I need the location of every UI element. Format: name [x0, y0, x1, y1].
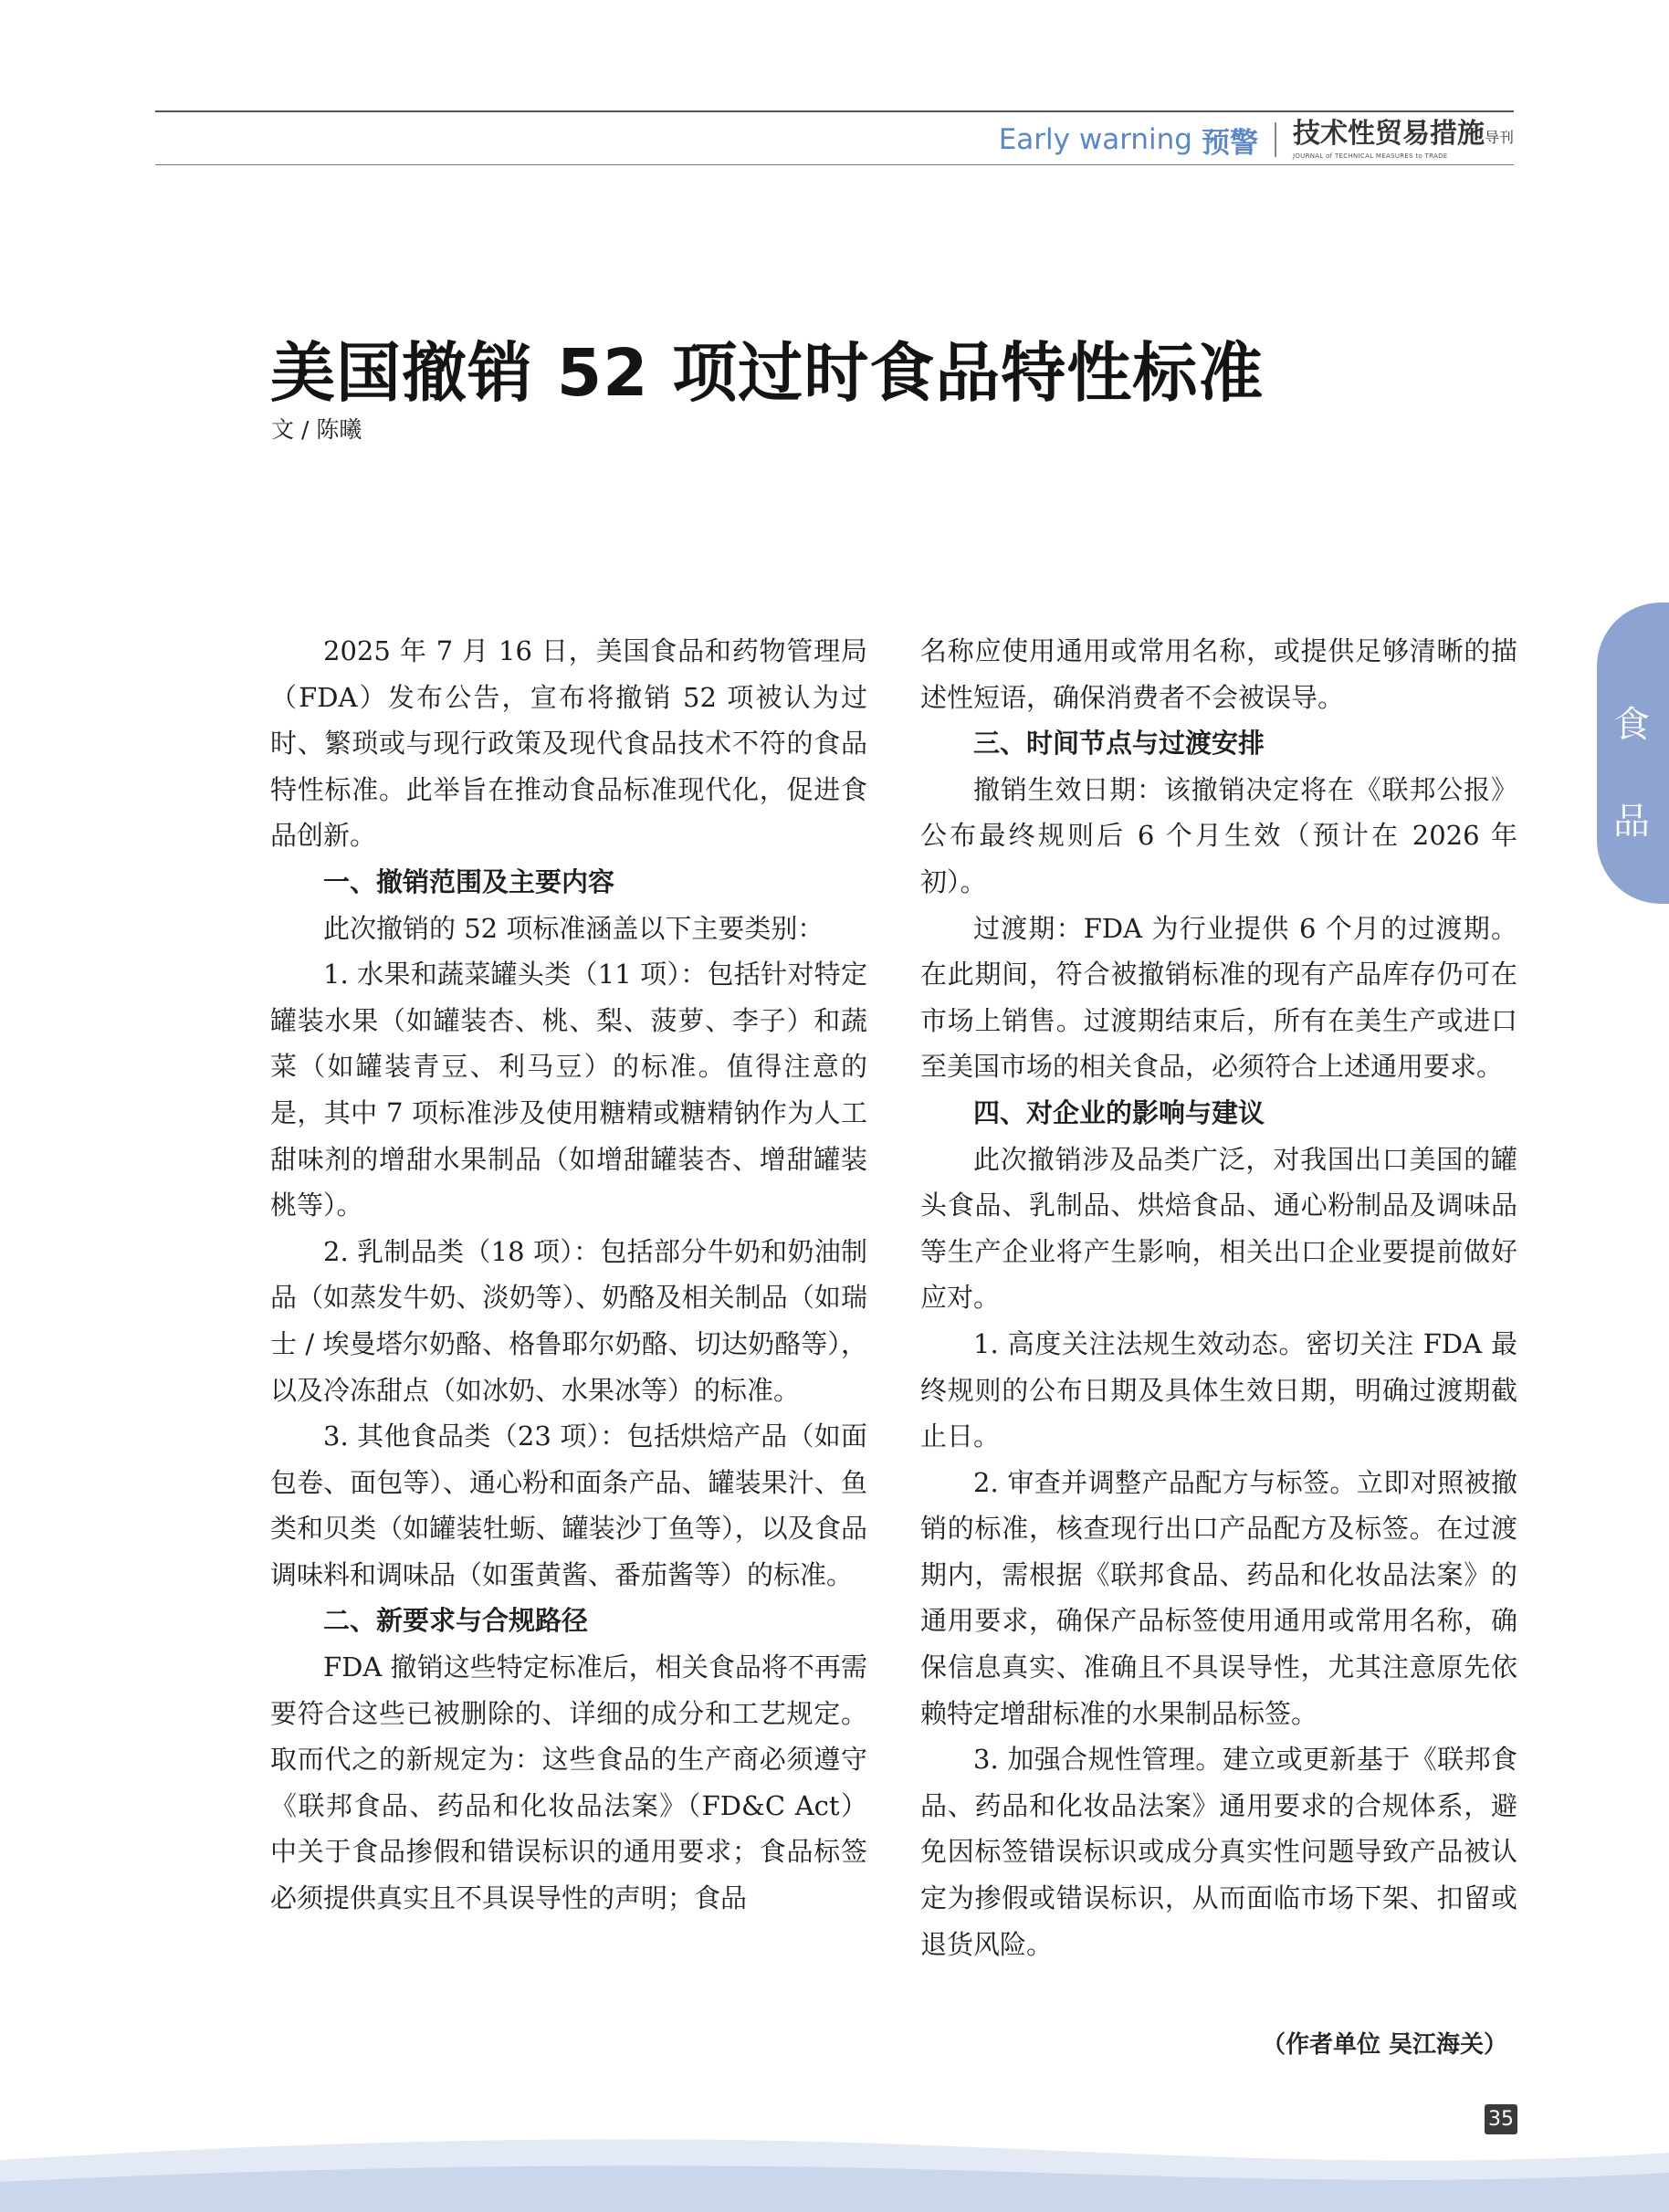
body-paragraph: FDA 撤销这些特定标准后，相关食品将不再需要符合这些已被删除的、详细的成分和工艺规定。取而代之的新规定为：这些食品的生产商必须遵守《联邦食品、药品和化妆品法案》（FD&C Act）中关于食品掺假和错误标识的通用要求；食品标签必须提供真实且不具误导性的声明；食品: [270, 1651, 867, 1914]
body-paragraph: 撤销生效日期：该撤销决定将在《联邦公报》公布最终规则后 6 个月生效（预计在 2026 年初）。: [920, 773, 1517, 897]
header-separator: [1275, 122, 1276, 157]
body-paragraph: 2. 审查并调整产品配方与标签。立即对照被撤销的标准，核查现行出口产品配方及标签。在过渡期内，需根据《联邦食品、药品和化妆品法案》的通用要求，确保产品标签使用通用或常用名称，确保信息真实、准确且不具误导性，尤其注意原先依赖特定增甜标准的水果制品标签。: [920, 1466, 1517, 1729]
side-tab-char-2: 品: [1613, 801, 1650, 843]
author-unit: （作者单位 吴江海关）: [1262, 2031, 1508, 2059]
journal-name: 技术性贸易措施导刊: [1292, 117, 1514, 150]
body-paragraph: 1. 水果和蔬菜罐头类（11 项）：包括针对特定罐装水果（如罐装杏、桃、梨、菠萝、李子）和蔬菜（如罐装青豆、利马豆）的标准。值得注意的是，其中 7 项标准涉及使用糖精或糖精钠作为人工甜味剂的增甜水果制品（如增甜罐装杏、增甜罐装桃等）。: [270, 959, 867, 1221]
section-heading: 三、时间节点与过渡安排: [973, 728, 1265, 760]
body-paragraph: 3. 其他食品类（23 项）：包括烘焙产品（如面包卷、面包等）、通心粉和面条产品、罐装果汁、鱼类和贝类（如罐装牡蛎、罐装沙丁鱼等），以及食品调味料和调味品（如蛋黄酱、番茄酱等）的标准。: [270, 1421, 867, 1590]
section-heading: 四、对企业的影响与建议: [973, 1096, 1265, 1128]
footer-wave-decoration: [0, 2116, 1669, 2212]
section-heading: 一、撤销范围及主要内容: [323, 865, 615, 897]
body-paragraph-continued: 名称应使用通用或常用名称，或提供足够清晰的描述性短语，确保消费者不会被误导。: [920, 635, 1517, 713]
side-tab-char-1: 食: [1613, 704, 1650, 746]
header-bottom-rule: [155, 164, 1514, 165]
body-paragraph: 1. 高度关注法规生效动态。密切关注 FDA 最终规则的公布日期及具体生效日期，明确过渡期截止日。: [920, 1327, 1517, 1452]
body-paragraph: 过渡期：FDA 为行业提供 6 个月的过渡期。在此期间，符合被撤销标准的现有产品库存仍可在市场上销售。过渡期结束后，所有在美生产或进口至美国市场的相关食品，必须符合上述通用要求。: [920, 912, 1517, 1083]
body-paragraph: 2. 乳制品类（18 项）：包括部分牛奶和奶油制品（如蒸发牛奶、淡奶等）、奶酪及相关制品（如瑞士 / 埃曼塔尔奶酪、格鲁耶尔奶酪、切达奶酪等），以及冷冻甜点（如冰奶、水果冰等）的标准。: [270, 1235, 867, 1406]
section-label-en: Early warning: [998, 123, 1192, 156]
journal-name-en: JOURNAL of TECHNICAL MEASURES to TRADE: [1292, 152, 1448, 160]
right-column: [920, 628, 1517, 1967]
article-byline: 文 / 陈曦: [271, 416, 362, 443]
page-number: 35: [1485, 2104, 1517, 2134]
section-label-cn: 预警: [1201, 126, 1258, 160]
article-title: 美国撤销 52 项过时食品特性标准: [270, 335, 1265, 411]
running-header: [999, 117, 1514, 162]
body-paragraph: 此次撤销涉及品类广泛，对我国出口美国的罐头食品、乳制品、烘焙食品、通心粉制品及调味品等生产企业将产生影响，相关出口企业要提前做好应对。: [920, 1143, 1517, 1314]
journal-logo: [1292, 117, 1514, 161]
header-top-rule: [155, 110, 1514, 112]
body-paragraph: 2025 年 7 月 16 日，美国食品和药物管理局（FDA）发布公告，宣布将撤销 52 项被认为过时、繁琐或与现行政策及现代食品技术不符的食品特性标准。此举旨在推动食品标准现代化，促进食品创新。: [270, 635, 867, 852]
section-side-tab: [1597, 603, 1669, 904]
section-heading: 二、新要求与合规路径: [323, 1605, 589, 1637]
left-column: [270, 628, 867, 1922]
body-paragraph: 3. 加强合规性管理。建立或更新基于《联邦食品、药品和化妆品法案》通用要求的合规体系，避免因标签错误标识或成分真实性问题导致产品被认定为掺假或错误标识，从而面临市场下架、扣留或退货风险。: [920, 1744, 1517, 1960]
body-paragraph: 此次撤销的 52 项标准涵盖以下主要类别：: [323, 912, 824, 944]
